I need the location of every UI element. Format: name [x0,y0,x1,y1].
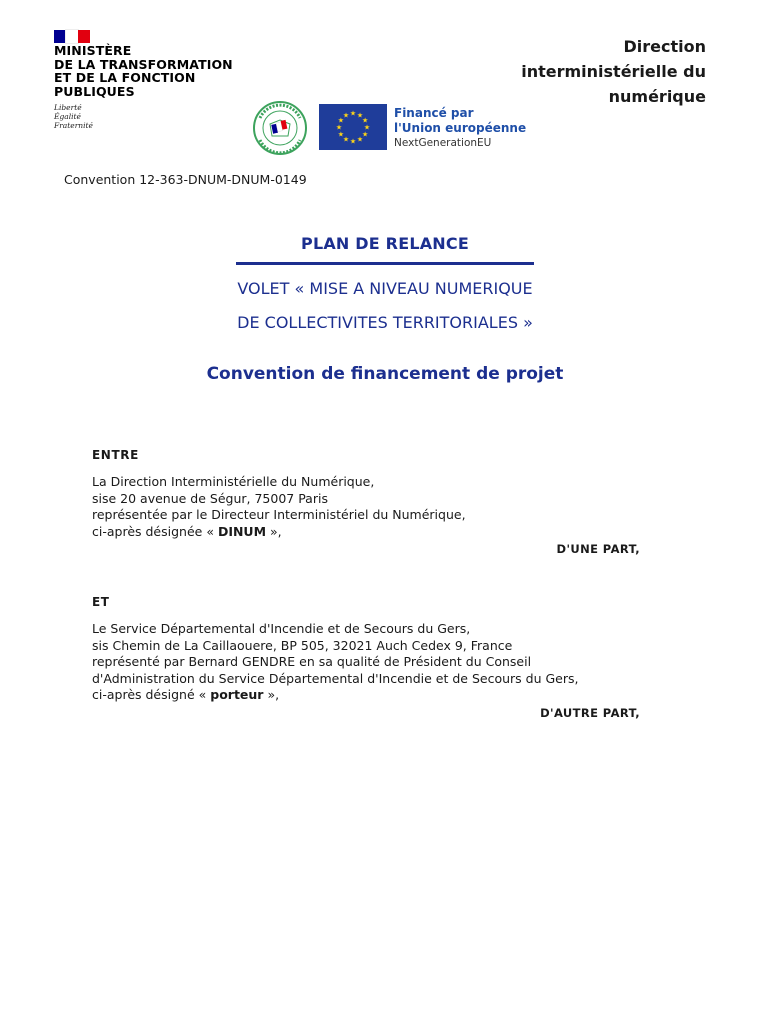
party-designation [92,687,652,704]
designation-prefix: ci-après désigné « [92,687,211,702]
motto-line: Fraternité [54,121,93,130]
party-label-text: ENTRE [92,448,139,462]
party-line: sis Chemin de La Caillaouere, BP 505, 32021 Auch Cedex 9, France [92,637,513,653]
eu-star-icon: ★ [349,109,357,118]
party-line: d'Administration du Service Départemental d'Incendie et de Secours du Gers, [92,670,579,686]
designation-suffix: », [263,687,280,702]
ministry-name-line: PUBLIQUES [54,83,135,99]
eu-program-name: NextGenerationEU [394,137,492,149]
party-line: sise 20 avenue de Ségur, 75007 Paris [92,490,328,506]
party-1-details [92,474,652,540]
volet-title-line: DE COLLECTIVITES TERRITORIALES » [237,313,533,332]
part-label: D'AUTRE PART, [540,706,640,720]
designation-suffix: », [266,523,282,539]
party-line: représenté par Bernard GENDRE en sa qualité de Président du Conseil [92,654,532,669]
party-line: Le Service Départemental d'Incendie et de Secours du Gers, [92,621,471,636]
ministry-logo [50,26,240,136]
eu-funding-text [394,106,526,150]
plan-title: PLAN DE RELANCE [301,234,469,253]
issuer-header-line: Direction [623,37,706,56]
part-label: D'UNE PART, [556,542,640,556]
issuer-header-line: interministérielle du [521,62,706,81]
eu-star-icon: ★ [356,135,364,144]
french-flag-icon [54,28,90,41]
eu-star-icon: ★ [361,130,369,139]
party-line: La Direction Interministérielle du Numérique, [92,474,375,489]
ministry-name-line: MINISTÈRE [54,43,132,58]
eu-star-icon: ★ [356,111,364,120]
eu-flag-icon [319,104,387,150]
ministry-name-line: DE LA TRANSFORMATION [54,56,233,72]
designation-prefix: ci-après désignée « [92,523,218,539]
eu-funding-line: Financé par [394,106,474,120]
party-2-details [92,621,652,704]
motto-line: Égalité [54,112,81,121]
volet-title-line: VOLET « MISE A NIVEAU NUMERIQUE [237,279,533,298]
eu-star-icon: ★ [342,111,350,120]
convention-reference: Convention 12-363-DNUM-DNUM-0149 [64,172,307,187]
title-underline [236,262,534,265]
eu-star-icon: ★ [335,123,343,132]
eu-star-icon: ★ [337,130,345,139]
eu-star-icon: ★ [361,116,369,125]
issuer-header-line: numérique [608,87,706,106]
eu-funding-logo [319,104,549,154]
motto-line: Liberté [54,103,82,112]
eu-star-icon: ★ [342,135,350,144]
designation-name: porteur [210,687,264,702]
eu-funding-line: l'Union européenne [394,121,527,135]
republic-motto [54,103,93,130]
party-designation [92,524,652,541]
party-label-text: ET [92,595,110,609]
designation-name: DINUM [217,523,267,539]
france-relance-seal-icon [248,100,312,156]
party-line: représentée par le Directeur Interministériel du Numérique, [92,507,466,522]
ministry-name [54,44,254,98]
convention-title: Convention de financement de projet [206,364,564,384]
ministry-name-line: ET DE LA FONCTION [54,70,196,85]
party-label [92,594,652,611]
eu-star-icon: ★ [363,123,371,132]
issuer-header [486,34,706,109]
eu-star-icon: ★ [337,116,345,125]
eu-star-icon: ★ [349,137,357,146]
party-label [92,447,652,464]
